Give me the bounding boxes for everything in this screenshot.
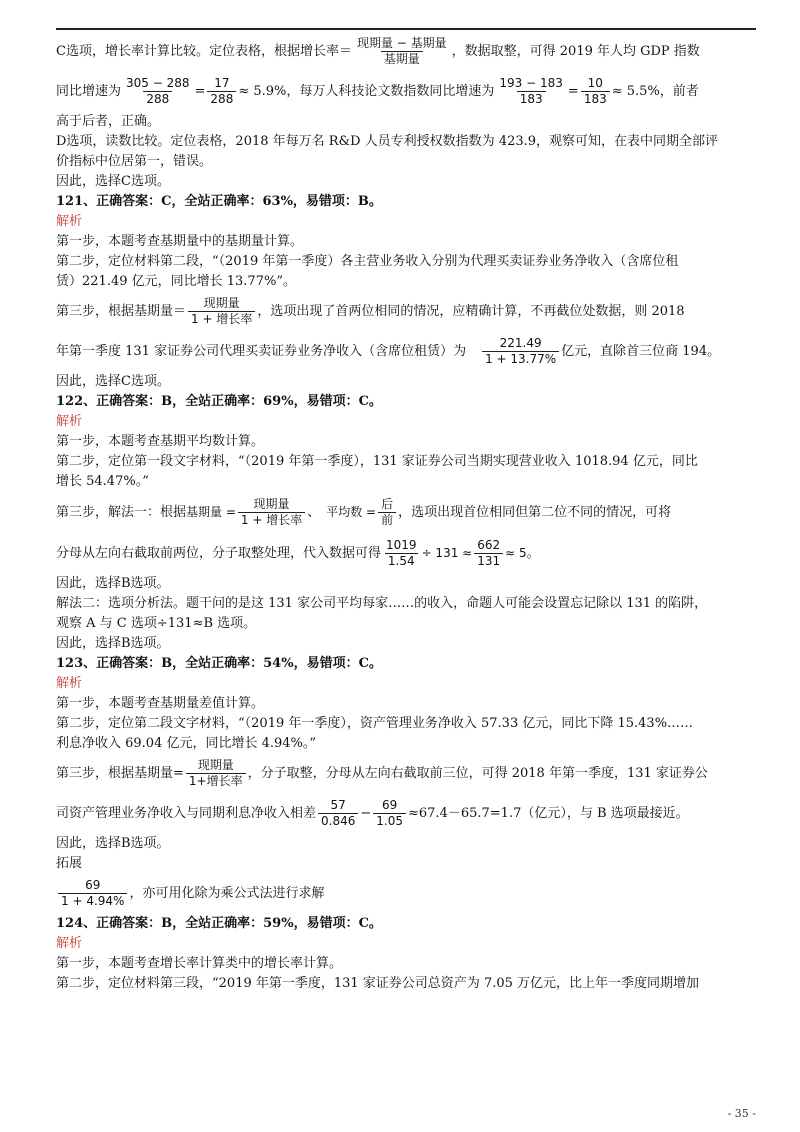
text: ÷ 131 ≈ xyxy=(421,546,473,560)
numerator: 现期量 xyxy=(253,497,290,511)
conclusion: 因此，选择B选项。 xyxy=(56,576,170,591)
equals: = xyxy=(567,84,579,99)
step2-line1: 第二步，定位第二段文字材料，“（2019 年一季度），资产管理业务净收入 57.33 亿元，同比下降 15.43%…… xyxy=(56,716,694,731)
d-option-line2: 价指标中位居第一，错误。 xyxy=(56,154,213,169)
numerator: 193 − 183 xyxy=(499,76,563,90)
conclusion: 因此，选择C选项。 xyxy=(56,174,170,189)
formula-average xyxy=(378,497,396,528)
numerator: 现期量 xyxy=(203,296,240,310)
numerator: 后 xyxy=(381,497,394,511)
step1: 第一步，本题考查基期平均数计算。 xyxy=(56,434,265,449)
fraction xyxy=(482,336,559,367)
step3-line2 xyxy=(56,794,756,834)
denominator: 1 + 增长率 xyxy=(188,311,255,327)
formula-numerator: 现期量 − 基期量 xyxy=(356,36,447,50)
text: C选项，增长率计算比较。定位表格，根据增长率＝ xyxy=(56,44,352,59)
denominator: 前 xyxy=(378,512,396,528)
page-content xyxy=(56,32,756,994)
jiexi-label: 解析 xyxy=(56,214,83,229)
denominator: 1.54 xyxy=(385,553,418,569)
fraction xyxy=(496,76,566,107)
formula-growth-rate xyxy=(354,36,450,67)
approx-value: ≈ 5.9% xyxy=(238,84,287,99)
fraction xyxy=(58,878,127,909)
c-option-line1 xyxy=(56,32,756,72)
jiexi-label: 解析 xyxy=(56,676,83,691)
fraction xyxy=(373,798,406,829)
step1: 第一步，本题考查基期量差值计算。 xyxy=(56,696,265,711)
conclusion: 因此，选择B选项。 xyxy=(56,636,170,651)
numerator: 305 − 288 xyxy=(126,76,190,90)
d-option-line1: D选项，读数比较。定位表格，2018 年每万名 R&D 人员专利授权数指数为 423.9，观察可知，在表中同期全部评 xyxy=(56,134,719,149)
text: ，每万人科技论文数指数同比增速为 xyxy=(286,84,495,99)
fraction xyxy=(123,76,193,107)
formula-label: 基期量 = xyxy=(186,505,236,519)
header-rule xyxy=(56,28,756,30)
method2-line2: 观察 A 与 C 选项÷131≈B 选项。 xyxy=(56,616,257,631)
step1: 第一步，本题考查增长率计算类中的增长率计算。 xyxy=(56,956,343,971)
extension-line xyxy=(56,874,756,914)
step3-line1 xyxy=(56,292,756,332)
numerator: 69 xyxy=(85,878,101,892)
text: ，亦可用化除为乘公式法进行求解 xyxy=(129,886,325,901)
text: 第三步，根据基期量= xyxy=(56,766,184,781)
fraction xyxy=(383,538,420,569)
denominator: 1+增长率 xyxy=(186,773,246,789)
denominator: 183 xyxy=(581,91,610,107)
step2-line2: 利息净收入 69.04 亿元，同比增长 4.94%。” xyxy=(56,736,317,751)
formula-base-period xyxy=(188,296,255,327)
denominator: 288 xyxy=(143,91,172,107)
formula-denominator: 基期量 xyxy=(381,51,423,67)
numerator: 10 xyxy=(587,76,603,90)
numerator: 17 xyxy=(214,76,230,90)
conclusion: 因此，选择B选项。 xyxy=(56,836,170,851)
text: 同比增速为 xyxy=(56,84,122,99)
text: ≈ 5 xyxy=(505,546,527,560)
text: 亿元，直除首三位商 194。 xyxy=(561,344,721,359)
page-number: - 35 - xyxy=(727,1107,756,1120)
paragraph-line: 高于后者，正确。 xyxy=(56,114,161,129)
jiexi-label: 解析 xyxy=(56,414,83,429)
formula-base-period xyxy=(186,758,246,789)
c-option-line2 xyxy=(56,72,756,112)
minus: − xyxy=(360,806,372,821)
text: ，前者 xyxy=(659,84,699,99)
method2-line1: 解法二：选项分析法。题干问的是这 131 家公司平均每家……的收入，命题人可能会设置忘记除以 131 的陷阱， xyxy=(56,596,708,611)
text: ，选项出现了首两位相同的情况，应精确计算，不再截位处数据，则 2018 xyxy=(257,304,685,319)
step3-line2 xyxy=(56,332,756,372)
q123-answer: 123、正确答案：B，全站正确率：54%，易错项：C。 xyxy=(56,656,382,671)
approx-value: ≈ 5.5% xyxy=(611,84,660,99)
fraction xyxy=(581,76,610,107)
text: 分母从左向右截取前两位，分子取整处理，代入数据可得 xyxy=(56,546,382,561)
denominator: 288 xyxy=(207,91,236,107)
numerator: 57 xyxy=(330,798,346,812)
text: ，分子取整，分母从左向右截取前三位，可得 2018 年第一季度，131 家证券公 xyxy=(247,766,708,781)
fraction xyxy=(474,538,503,569)
denominator: 131 xyxy=(474,553,503,569)
denominator: 1 + 13.77% xyxy=(482,351,559,367)
jiexi-label: 解析 xyxy=(56,936,83,951)
denominator: 1 + 4.94% xyxy=(58,893,127,909)
step1: 第一步，本题考查基期量中的基期量计算。 xyxy=(56,234,304,249)
text: ≈67.4－65.7=1.7（亿元），与 B 选项最接近。 xyxy=(408,806,689,821)
text: 年第一季度 131 家证券公司代理买卖证券业务净收入（含席位租赁）为 xyxy=(56,344,467,359)
step3-line1 xyxy=(56,754,756,794)
numerator: 662 xyxy=(477,538,501,552)
q124-answer: 124、正确答案：B，全站正确率：59%，易错项：C。 xyxy=(56,916,382,931)
q122-answer: 122、正确答案：B，全站正确率：69%，易错项：C。 xyxy=(56,394,382,409)
numerator: 1019 xyxy=(386,538,417,552)
denominator: 0.846 xyxy=(318,813,358,829)
equals: = xyxy=(194,84,206,99)
text: ，选项出现首位相同但第二位不同的情况，可将 xyxy=(398,505,672,520)
step2-line1: 第二步，定位材料第三段，“2019 年第一季度，131 家证券公司总资产为 7.05 万亿元，比上年一季度同期增加 xyxy=(56,976,700,991)
text: ，数据取整，可得 2019 年人均 GDP 指数 xyxy=(451,44,700,59)
formula-label: 平均数 = xyxy=(326,505,377,519)
step3-line2 xyxy=(56,533,756,574)
numerator: 现期量 xyxy=(197,758,234,772)
conclusion: 因此，选择C选项。 xyxy=(56,374,170,389)
q121-answer: 121、正确答案：C，全站正确率：63%，易错项：B。 xyxy=(56,194,382,209)
denominator: 183 xyxy=(517,91,546,107)
fraction xyxy=(207,76,236,107)
text: 第三步，解法一：根据 xyxy=(56,505,187,520)
fraction xyxy=(318,798,358,829)
text: 司资产管理业务净收入与同期利息净收入相差 xyxy=(56,806,317,821)
numerator: 69 xyxy=(382,798,398,812)
formula-base-period xyxy=(238,497,305,528)
separator: 、 xyxy=(307,505,321,520)
text: 。 xyxy=(526,546,540,561)
extension-label: 拓展 xyxy=(56,856,83,871)
numerator: 221.49 xyxy=(499,336,542,350)
denominator: 1 + 增长率 xyxy=(238,512,305,528)
step2-line1: 第二步，定位材料第二段，“（2019 年第一季度）各主营业务收入分别为代理买卖证券业务净收入（含席位租 xyxy=(56,254,679,269)
step2-line2: 增长 54.47%。” xyxy=(56,474,149,489)
text: 第三步，根据基期量＝ xyxy=(56,304,187,319)
step2-line2: 赁）221.49 亿元，同比增长 13.77%”。 xyxy=(56,274,296,289)
step2-line1: 第二步，定位第一段文字材料，“（2019 年第一季度），131 家证券公司当期实现营业收入 1018.94 亿元，同比 xyxy=(56,454,698,469)
step3-line1 xyxy=(56,492,756,533)
denominator: 1.05 xyxy=(373,813,406,829)
